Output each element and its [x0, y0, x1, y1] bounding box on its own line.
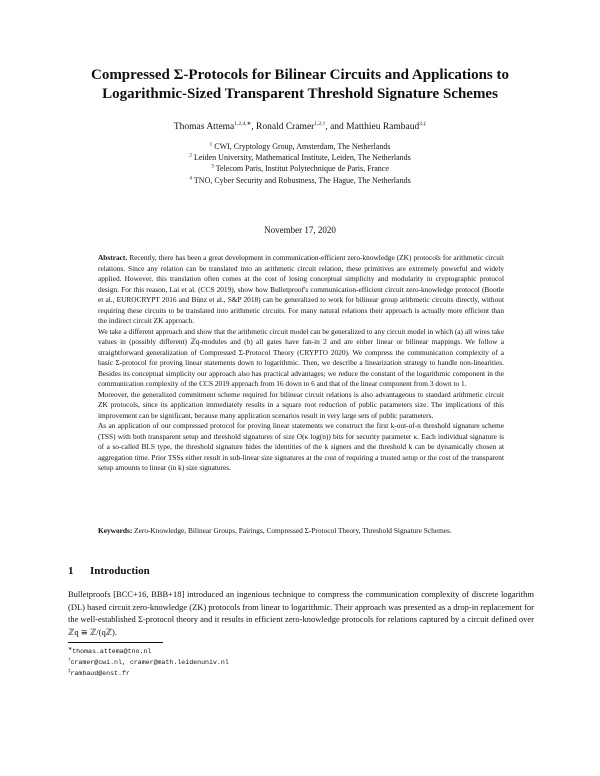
footnote-mark: † [68, 657, 71, 663]
footnote-text: thomas.attema@tno.nl [72, 648, 152, 655]
affiliation-mark: 4 [189, 174, 193, 181]
footnotes [68, 646, 229, 679]
title-line-2: Logarithmic-Sized Transparent Threshold Signature Schemes [102, 86, 498, 102]
keywords-text: Zero-Knowledge, Bilinear Groups, Pairings, Compressed Σ-Protocol Theory, Threshold Signature Schemes. [134, 526, 452, 535]
author-separator: , and [325, 122, 347, 132]
abstract [98, 253, 504, 474]
affiliation [40, 141, 560, 152]
affiliation [40, 163, 560, 174]
affiliation-list [40, 141, 560, 186]
footnote-mark: ∗ [68, 646, 73, 652]
footnote-mark: ‡ [68, 668, 71, 674]
paper-date: November 17, 2020 [264, 225, 336, 235]
affiliation-mark: 2 [189, 152, 192, 159]
footnote-text: cramer@cwi.nl, cramer@math.leidenuniv.nl [70, 659, 229, 666]
footnote-text: rambaud@enst.fr [70, 670, 130, 677]
affiliation-text: CWI, Cryptology Group, Amsterdam, The Netherlands [214, 142, 391, 151]
affiliation-mark: 3 [211, 163, 214, 170]
author-marks: 1,2,4,∗ [234, 120, 252, 127]
section-title: Introduction [90, 565, 150, 577]
author-marks: 3,‡ [419, 120, 427, 127]
title-line-1: Compressed Σ-Protocols for Bilinear Circuits and Applications to [90, 67, 509, 83]
author-separator: , [251, 122, 257, 132]
affiliation-text: Telecom Paris, Institut Polytechnique de Paris, France [215, 164, 389, 174]
affiliation-mark: 1 [209, 141, 213, 148]
abstract-paragraph: As an application of our compressed protocol for proving linear statements we construct the first k-out-of-n threshold signature scheme (TSS) with both transparent setup and threshold signatures of size O(κ log(n)) bits for security parameter κ. Each individual signature is of a so-called BLS type, the threshold signature hides the identities of the k signers and the threshold k can be dynamically chosen at aggregation time. Prior TSSs either result in sub-linear size signatures at the cost of requiring a trusted setup or the cost of the transparent setup amounts to linear (in k) size signatures. [98, 421, 504, 472]
author-list [40, 122, 560, 132]
author-name: Ronald Cramer [256, 122, 315, 132]
section-number: 1 [68, 565, 74, 577]
abstract-paragraph: We take a different approach and show that the arithmetic circuit model can be generalized to any circuit model in which (a) all wires take values in (possibly different) ℤq-modules and (b) all gates have fan-in 2 and are either linear or bilinear mappings. We follow a straightforward generalization of Compressed Σ-Protocol Theory (CRYPTO 2020). We compress the communication complexity of a basic Σ-protocol for proving linear statements down to logarithmic. Then, we describe a linearization strategy to handle non-linearities. Besides its conceptual simplicity our approach also has practical advantages; we reduce the constant of the logarithmic component in the communication complexity of the CCS 2019 approach from 16 down to 6 and that of the linear component from 3 down to 1. [98, 326, 504, 388]
abstract-paragraph [98, 253, 504, 327]
affiliation-text: Leiden University, Mathematical Institute, Leiden, The Netherlands [193, 153, 411, 163]
author-name: Matthieu Rambaud [346, 122, 420, 132]
affiliation [40, 152, 560, 163]
abstract-label: Abstract. [98, 253, 128, 262]
abstract-paragraph: Moreover, the generalized commitment scheme required for bilinear circuit relations is also advantageous to standard arithmetic circuit ZK protocols, since its application immediately results in a square root reduction of public parameters size. The implications of this improvement can be significant, because many application scenarios result in very large sets of public parameters. [98, 389, 504, 420]
author-name: Thomas Attema [173, 122, 235, 132]
affiliation-text: TNO, Cyber Security and Robustness, The Hague, The Netherlands [193, 175, 411, 185]
keywords-label: Keywords: [98, 526, 133, 535]
footnote [68, 657, 229, 668]
footnote [68, 646, 229, 657]
author-marks: 1,2,† [314, 120, 326, 127]
footnote [68, 668, 229, 679]
section-heading [68, 565, 150, 577]
affiliation [40, 175, 560, 186]
footnote-rule [68, 642, 163, 643]
paper-title [40, 66, 560, 104]
abstract-text: Recently, there has been a great development in communication-efficient zero-knowledge (ZK) protocols for arithmetic circuit relations. Since any relation can be translated into an arithmetic circuit relation, these primitives are extremely powerful and widely applied. However, this translation often comes at the cost of losing conceptual simplicity and modularity in cryptographic protocol design. For this reason, Lai et al. (CCS 2019), show how Bulletproof's communication-efficient circuit zero-knowledge protocol (Bootle et al., EUROCRYPT 2016 and Bünz et al., S&P 2018) can be generalized to work for bilinear group arithmetic circuits directly, without requiring these circuits to be translated into arithmetic circuits. For many natural relations their approach is actually more efficient than the indirect circuit ZK approach. [98, 253, 504, 325]
section-body: Bulletproofs [BCC+16, BBB+18] introduced an ingenious technique to compress the communication complexity of discrete logarithm (DL) based circuit zero-knowledge (ZK) protocols from linear to logarithmic. Their approach was presented as a drop-in replacement for the well-established Σ-protocol theory and it results in efficient zero-knowledge protocols for relations captured by a circuit defined over ℤq ≅ ℤ/(qℤ). [68, 589, 534, 637]
keywords [98, 526, 504, 537]
